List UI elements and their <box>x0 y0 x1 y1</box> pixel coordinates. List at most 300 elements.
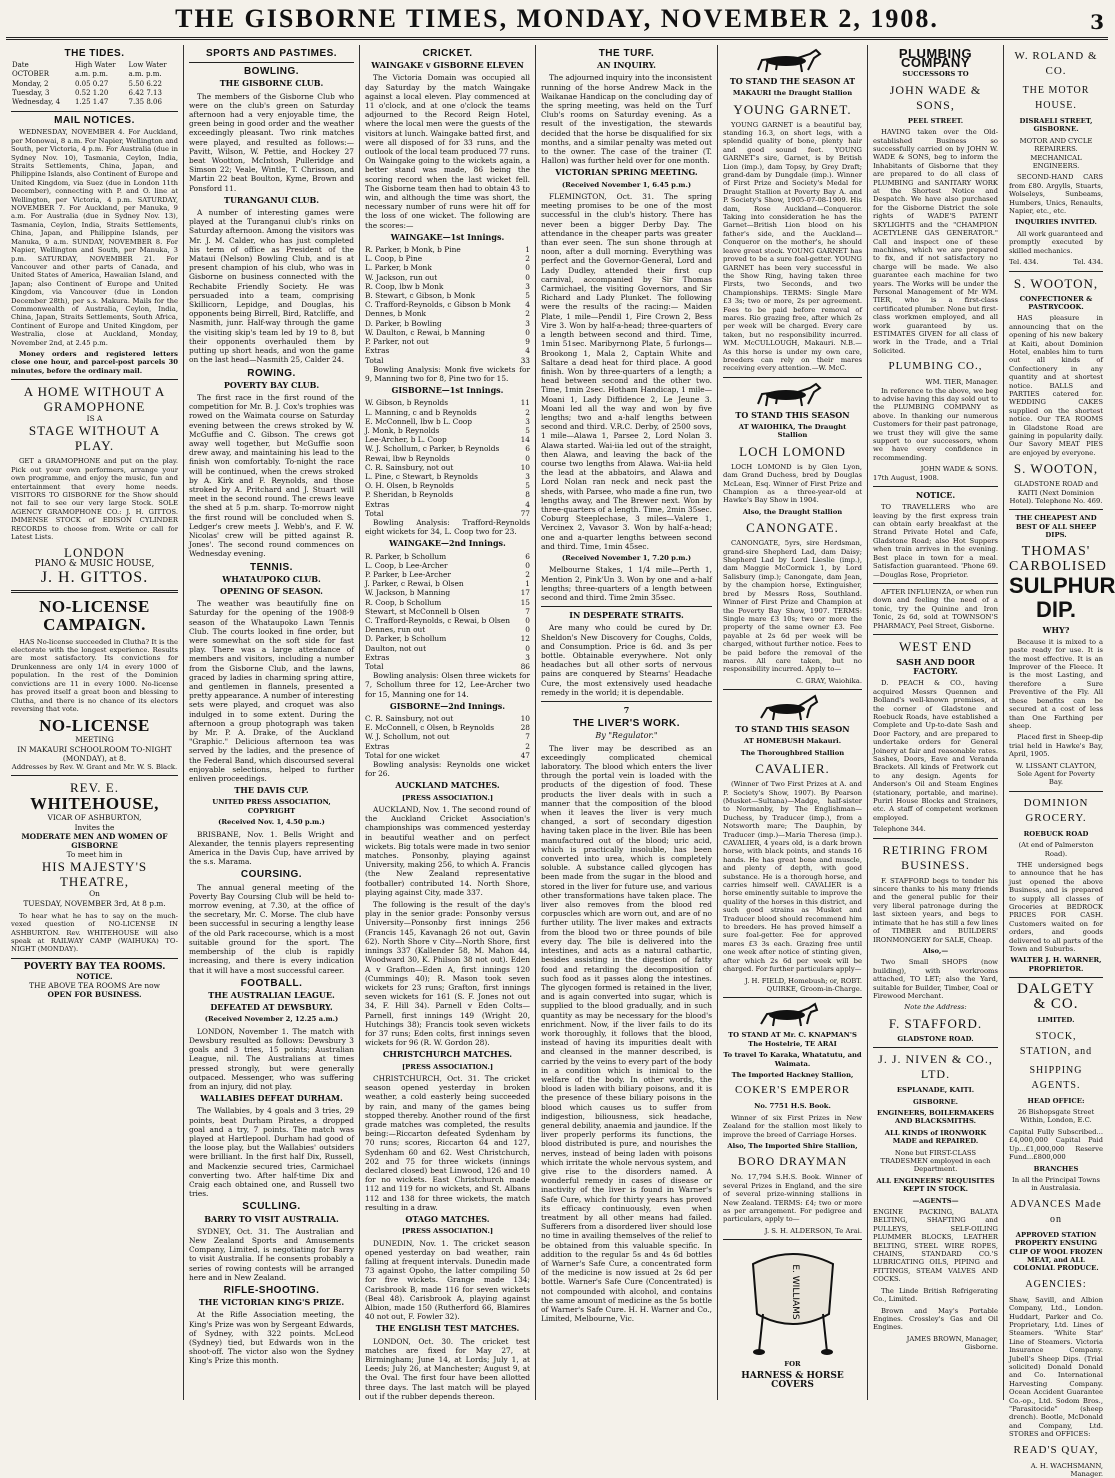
score-runs: 11 <box>520 398 530 408</box>
divider <box>189 62 354 63</box>
score-runs: 14 <box>520 435 530 445</box>
harness-head: HARNESS & HORSE COVERS <box>741 1370 844 1390</box>
ad2-place: AT WAIOHIKA, The Draught Stallion <box>738 423 847 440</box>
tide-cell: a.m. p.m. <box>128 70 162 79</box>
liver-heading: THE LIVER'S WORK. <box>573 718 680 730</box>
gram-head-1: A HOME WITHOUT A GRAMOPHONE <box>23 384 166 415</box>
plumbing-text: HAVING taken over the Old-established Business so successfully carried on by JOHN W. WADE & SONS, beg to inform the Inhabitants of Gisborne that they are prepared to do all class of PLUMBING and SANITARY WORK at the Shortest Notice and Despatch. We have also purchased for the Gisborne District the sole rights of WADE'S PATENT SKYLIGHTS and the "CHAMPION ACETYLENE GAS GENERATOR." Call and inspect one of these machines, which we are prepared to fix, and if not satisfactory no charge will be made. We also guarantee each machine for two years. The Works will be under the Personal Management of Mr WM. TIER, who is a first-class certificated plumber. None but first-class workmen employed, and all work guaranteed by us. ESTIMATES GIVEN for all class of work in the Trade, and a Trial Solicited. <box>873 128 998 355</box>
ad5-type: The Imported Hackney Stallion, <box>731 1070 854 1079</box>
influenza-text: AFTER INFLUENZA, or when run down and feeling the need of a tonic, try the Quinine and Iron Tonic, 2s 6d, sold at TOWNSON'S PHARMACY, Peel Street, Gisborne. <box>873 587 998 630</box>
inquiry: AN INQUIRY. <box>597 60 656 71</box>
ad4-type: The Thoroughbred Stallion <box>740 748 845 757</box>
score-row <box>365 454 530 463</box>
score-batsman: B. Stewart, c Gibson, b Monk <box>365 291 475 301</box>
peach-phone: Telephone 344. <box>873 825 926 834</box>
score-runs: 0 <box>525 327 530 337</box>
score-row <box>365 723 530 732</box>
score-runs: 33 <box>520 355 530 365</box>
dominion-grocery: DOMINION GROCERY. <box>1023 796 1089 824</box>
placed-text: Placed first in Sheep-dip trial held in Hawke's Bay, April, 1905. <box>1009 733 1103 759</box>
piano-head: PIANO & MUSIC HOUSE, <box>34 559 155 570</box>
score-row <box>365 570 530 579</box>
score-runs: 3 <box>525 652 530 662</box>
score-batsman: Extras <box>365 652 390 662</box>
gisborne: GISBORNE. <box>912 1097 959 1106</box>
score-row <box>365 273 530 282</box>
divider <box>11 379 178 380</box>
score-runs: 6 <box>525 444 530 454</box>
tide-cell: OCTOBER <box>12 70 50 79</box>
score-runs: 0 <box>525 643 530 653</box>
auckland-heading: AUCKLAND MATCHES. <box>395 780 500 791</box>
meeting-ad <box>11 717 178 771</box>
dip: DIP. <box>1036 596 1076 622</box>
tide-cell: 6.42 7.13 <box>128 88 162 97</box>
peel-street: PEEL STREET. <box>907 116 964 125</box>
ad5-stand: TO STAND AT Mr. C. KNAPMAN'S The Hostelrie, TE ARAI <box>728 1031 857 1048</box>
score-row <box>365 328 530 337</box>
tide-cell: 5.50 6.22 <box>128 79 162 88</box>
gis2-heading: GISBORNE—2nd Innings. <box>389 700 506 711</box>
davis-cup: THE DAVIS CUP. <box>234 785 309 796</box>
score-batsman: Daulton, not out <box>365 643 427 653</box>
score-row <box>365 552 530 561</box>
engineers: ENGINEERS, BOILERMAKERS AND BLACKSMITHS. <box>876 1108 995 1126</box>
bowl1-text: Bowling Analysis: Monk five wickets for 9, Manning two for 8, Pine two for 15. <box>365 364 530 383</box>
tide-cell: 0.52 1.20 <box>74 88 109 97</box>
inn1-heading: WAINGAKE—1st Innings. <box>390 231 505 242</box>
score-row <box>365 254 530 263</box>
score-batsman: J. Monk, b Reynolds <box>365 425 440 435</box>
rifle-heading: RIFLE-SHOOTING. <box>223 1285 320 1296</box>
score-row <box>365 561 530 570</box>
tier-manager: WM. TIER, Manager. <box>925 378 998 387</box>
travellers-text: TO TRAVELLERS who are leaving by the first express train can obtain early breakfast at the Strand Private Hotel and Cafe, Gladstone Road; also Hot Suppers when train arrives in the evening. Best place in town for a meal. Satisfaction guaranteed. 'Phone 69.—Douglas Rose, Proprietor. <box>873 503 998 579</box>
vrc-text: FLEMINGTON, Oct. 31. The spring meeting promises to be one of the most successful in the club's history. There has never been a bigger Derby Day. The attendance in the cheaper parts was greater than ever seen. The sun shone through at noon, after a dull morning. Everything was perfect and the Governor-General, Lord and Lady Dudley, attended their first cup carnival, accompanied by Sir Thomas Carmichael, the visiting Governors, and Sir Richard and Lady Plunket. The following were the results of the racing:— Maiden Plate, 1 mile—Pendil 1, Fire Crown 2, Bess Vire 3. Won by half-a-head; three-quarters of a length between second and third. Time, 1min 51sec. Maribyrnong Plate, 5 furlongs—Brookong 1, Mala 2, Captain White and Saltare a dead heat for third place. A good finish. Won by three-quarters of a length; a head between second and the other two. Time, 1min 2sec. Hotham Handicap, 1 mile—Moani 1, Lady Diffidence 2, Le Jeune 3. Moani led all the way and won by five lengths; two and a-half lengths between second and third. V.R.C. Derby, of 2500 sovs, 1 mile—Alawa 1, Parsee 2, Lord Nolan 3. Alawa started. Wai-iia led out of the straight, then Alawa, and leaving the back of the course two lengths from Alawa. Wai-iia held the lead at the abbatoirs, and Alawa and Lord Nolan ran neck and neck past the sheds, with Parsee, who made a fine run, two lengths away, and The Brewer next. Won by three-quarters of a length. Time, 2min 35sec. Coburg Steeplechase, 3 miles—Valere 1, Vercinex 2, Vavasor 3. Won by half-a-head; one and a-quarter lengths between second and third. Time, 1min 45sec. <box>541 192 712 551</box>
ad2-text: LOCH LOMOND is by Glen Lyon, dam Grand Duchess, bred by Douglas McLean, Esq. Winner of First Prize and Champion as a three-year-old at Hawke's Bay Show in 1904. <box>723 462 862 505</box>
lissant: W. LISSANT CLAYTON, Sole Agent for Poverty Bay. <box>1015 761 1097 787</box>
theatre: HIS MAJESTY'S THEATRE, <box>41 859 148 890</box>
bowl4-text: Bowling analysis: Reynolds one wicket for 26. <box>365 760 530 779</box>
vrc-heading: VICTORIAN SPRING MEETING. <box>555 167 698 178</box>
score-runs: 2 <box>525 309 530 319</box>
ad1-text: YOUNG GARNET is a beautiful bay, standing 16.3, on short legs, with a splendid quality of bone, plenty hair and good sound feet. YOUNG GARNET's sire, Garnet, is by British Lion (imp.), dam Topsy, by Grey Draft; grand-dam by Dungdale (imp.). Winner of First Prize and Society's Medal for Draught Stallion at Poverty Bay A. and P. Society's Show, 1905-07-08-1909. His dam, Rose Auckland—Conqueror. Taking into consideration he has the Garnet—British Lion blood on his father's side, and the Auckland—Conqueror on the mother's, he should leave great stock. YOUNG GARNET has proved to be a sure foal-getter. YOUNG GARNET has been very successful in the Show Ring, having taken three Firsts, two Seconds, and two Championships. TERMS: Single Mare £3 3s; two or more, 2s per agreement. Fees to be paid before removal of mares. Rio grazing free, after which 2s per week will be charged. Every care taken, but no responsibility incurred. WM. McCULLOUGH, Makauri. N.B.—As this horse is under my own care, breeders can rely on their mares receiving every attention.—W. McC. <box>723 120 862 373</box>
agents-head: —AGENTS— <box>912 1196 959 1205</box>
otago-heading: OTAGO MATCHES. <box>405 1213 490 1224</box>
score-runs: 2 <box>525 741 530 751</box>
tide-cell: a.m. p.m. <box>74 70 108 79</box>
score-row <box>365 579 530 588</box>
stafford-text: F. STAFFORD begs to tender his sincere thanks to his many friends and the general public for their very liberal patronage during the last sixteen years, and begs to intimate that he has still a few lines of TIMBER and BUILDERS' IRONMONGERY for SALE, Cheap. <box>873 876 998 944</box>
divider <box>723 689 862 690</box>
coursing-heading: COURSING. <box>240 869 303 881</box>
score-row <box>365 417 530 426</box>
score-runs: 3 <box>525 416 530 426</box>
tide-cell: Tuesday, 3 <box>12 88 50 97</box>
divider <box>11 590 178 593</box>
tel-right: Tel. 434. <box>1073 258 1103 267</box>
score-batsman: R. Parker, b Schollum <box>365 551 447 561</box>
gram-is: IS A <box>86 414 103 424</box>
tide-row <box>11 89 178 98</box>
ad4-stand: TO STAND THIS SEASON <box>735 724 850 735</box>
opening-season: OPENING OF SEASON. <box>220 585 323 596</box>
christchurch-heading: CHRISTCHURCH MATCHES. <box>382 1049 513 1060</box>
agency-text: Shaw, Savill, and Albion Company, Ltd., London. Huddart, Parker and Co. Proprietary, Ltd. Lines of Steamers. 'White Star' Line of Steamers. Victoria Insurance Company. Jubell's Sheep Dips. (Trial solicited) Donald Donald and Co. International Harvesting Company. Ocean Accident Guarantee Co.-op., Ltd. Sodom Bros., "Parasitocide" (sheep drench). Bootle, McDonald and Company, Ltd. STORES and OFFICES: <box>1009 1295 1103 1439</box>
score-runs: 4 <box>525 300 530 310</box>
invites: Invites the <box>74 822 115 832</box>
tide-cell: Monday, 2 <box>12 79 49 88</box>
score-runs: 7 <box>525 732 530 742</box>
moderate: MODERATE MEN AND WOMEN OF GISBORNE <box>21 831 168 850</box>
straits-text: Are many who could be cured by Dr. Sheldon's New Discovery for Coughs, Colds, and Consumption. Price is 6d. and 3s per bottle. Obtainable everywhere. Not only headaches but all other sorts of nervous pains are conquered by Stearns' Headache Cure, the most extensively used headache remedy in the world; it is dependable. <box>541 623 712 697</box>
gram-text: GET a GRAMOPHONE and put on the play. Pick out your own performers, arrange your own programme, and enjoy the music, fun and entertainment that every home needs. VISITORS TO GISBORNE for the Show should not fail to see our very large Stock. SOLE AGENCY GRAMOPHONE CO.: J. H. GITTOS. IMMENSE STOCK of EDISON CYLINDER RECORDS to choose from. Write or call for Latest Lists. <box>11 457 178 542</box>
rev: REV. E. <box>69 780 119 796</box>
cricket-text: The Victoria Domain was occupied all day Saturday by the match Waingake against a local eleven. Play commenced at 11 o'clock, and at one o'clock the teams adjourned to the Record Reign Hotel, where the local men were the guests of the visitors at lunch. Waingake batted first, and were all disposed of for 33 runs, and the outlook of the local team produced 77 runs. On Waingake going to the wickets again, a better stand was made, 86 being the scoring record when the last wicket fell. The Gisborne team then had to obtain 43 to win, and although the time was short, the necessary number of runs were hit off for the loss of one wicket. The following are the scores:— <box>365 73 530 230</box>
ad3-name: CANONGATE. <box>746 520 839 536</box>
test-heading: THE ENGLISH TEST MATCHES. <box>375 1323 520 1334</box>
score-row <box>365 662 530 671</box>
score-row <box>365 751 530 760</box>
dominion-text: THE undersigned begs to announce that he has just opened the above Business, and is prepared to supply all classes of Groceries at BEDROCK PRICES FOR CASH. Customers waited on for orders, and goods delivered to all parts of the Town and Suburbs. <box>1009 860 1103 954</box>
vicar: VICAR OF ASHBURTON, <box>47 813 142 823</box>
score-batsman: C. Trafford-Reynolds, c Rewai, b Olsen <box>365 615 510 625</box>
score-runs: 7 <box>525 606 530 616</box>
tearooms-ad <box>11 963 178 1000</box>
note-address: Note the Address: <box>904 1003 967 1012</box>
nolicense-text: HAS No-license succeeded in Clutha? It is the electorate with the longest experience. Results are most satisfactory. Its convictions for Drunkenness are only 1/4 in every 1000 of population. In the rest of the Dominion convictions are 11 in every 1000. No-license has proved itself a great boon and blessing to Clutha, and there is no chance of its electors reversing that vote. <box>11 637 178 713</box>
tide-cell: Wednesday, 4 <box>12 98 61 107</box>
warner: WALTER J. H. WARNER, PROPRIETOR. <box>1010 956 1102 973</box>
score-batsman: Lee-Archer, b L. Coop <box>365 435 447 445</box>
score-row <box>365 300 530 309</box>
tide-row <box>11 98 178 107</box>
score-batsman: W. Jackson, b Manning <box>365 588 451 598</box>
score-runs: 3 <box>525 471 530 481</box>
davis-received: (Received Nov. 1, 4.50 p.m.) <box>218 818 325 827</box>
approved: APPROVED STATION PROPERTY ENSUING CLIP OF WOOL FROZEN MEAT, and ALL COLONIAL PRODUCE. <box>1009 1230 1103 1273</box>
masthead <box>6 0 1108 40</box>
open-for-business: OPEN FOR BUSINESS. <box>47 990 142 1000</box>
mail-heading: MAIL NOTICES. <box>54 115 135 127</box>
ad1-place: MAKAURI the Draught Stallion <box>732 89 853 98</box>
divider <box>723 997 862 998</box>
scorecard <box>365 714 530 760</box>
sulphur: SULPHUR <box>1009 572 1115 598</box>
wootton-address: GLADSTONE ROAD and KAITI (Next Dominion Hotel). Telephone No. 469. <box>1009 480 1103 506</box>
score-row <box>365 598 530 607</box>
masthead-title: THE GISBORNE TIMES, MONDAY, NOVEMBER 2, 1908. <box>175 4 939 33</box>
carbolised: CARBOLISED <box>1009 558 1107 574</box>
column-2 <box>184 45 360 1400</box>
meet: To meet him in <box>66 850 123 860</box>
tide-table <box>11 61 178 107</box>
score-batsman: L. Coop, b Lee-Archer <box>365 560 448 570</box>
sports-heading: SPORTS AND PASTIMES. <box>205 48 338 59</box>
london-head: LONDON <box>64 545 125 561</box>
column-3 <box>360 45 536 1400</box>
score-row <box>365 714 530 723</box>
tennis-text: The weather was beautifully fine on Saturday for the opening of the 1908-9 season of the Whataupoko Lawn Tennis Club. The courts looked in fine order, but were somewhat on the soft side for fast play. There was a large attendance of members and visitors, including a number from the Gisborne Club, and the lawns, graced by ladies in charming spring attire, and gentlemen in flannels, presented a pretty appearance. A number of interesting sets were played, and croquet was also indulged in to some extent. During the afternoon a group photograph was taken by Mr. P. A. Drake, of the Auckland "Graphic." Delicious afternoon tea was served by the ladies, and the presence of the Federal Band, which discoursed several enjoyable selections, helped to further enliven proceedings. <box>189 599 354 784</box>
score-row <box>365 282 530 291</box>
test-text: LONDON, Oct. 30. The cricket test matches are fixed for May 27, at Birmingham; June 14, at Lords; July 1, at Leeds; July 26, at Manchester; August 9, at the Oval. The first four have been allotted three days. The last match will be played out if the rubber depends thereon. <box>365 1336 530 1401</box>
ad3-text: CANONGATE, 5yrs, sire Herdsman, grand-sire Shepherd Lad, dam Daisy; Shepherd Lad by Lord Lieslie (imp.), dam Maggie McCormick 1, by Lord Salisbury (imp.); Canongate, dam Jean, by the champion horse, Extinguisher, bred by Messrs Ross, Southland. Winner of First Prize and Champion at the Poverty Bay Show, 1907. TERMS: Single mare £3 10s; two or more the property of the same owner £3. Fee payable at 2s 6d per week will be charged, without further notice. Fees to be paid before the removal of the mares. All care taken, but no responsibility incurred. Apply to— <box>723 539 862 674</box>
wade-sig: JOHN WADE & SONS. <box>920 465 998 474</box>
turf-text: The adjourned inquiry into the inconsistent running of the horse Andrew Mack in the Waikanae Handicap on the concluding day of the spring meeting, was held on the Turf Club's rooms on Saturday evening. As a result of the investigation, the stewards decided that the horse be disqualified for six months, and a similar penalty was meted out to the owner. The case of the trainer (T. Hallon) was further held over for one month. <box>541 73 712 166</box>
horse-icon <box>748 48 838 74</box>
divider <box>723 377 862 378</box>
kings-prize: THE VICTORIAN KING'S PRIZE. <box>198 1297 345 1308</box>
wootton-text: HAS pleasure in announcing that on the opening of his new bakery at Kaiti, about Dominion Hotel, enables him to turn out all kinds of Confectionery in any quantity and at shortest notice. BALLS and PARTIES catered for. WEDDING CAKES supplied on the shortest notice. Our TEA ROOMS in Gladstone Road are gaining in popularity daily. Our Savory MEAT PIES are enjoyed by everyone. <box>1009 314 1103 457</box>
disraeli-street: DISRAELI STREET, GISBORNE. <box>1019 117 1093 134</box>
score-runs: 0 <box>525 272 530 282</box>
bowling-heading: BOWLING. <box>243 66 300 78</box>
turanga-club: TURANGANUI CLUB. <box>223 194 320 205</box>
column-6 <box>868 45 1004 1400</box>
bowl2-text: Bowling Analysis: Trafford-Reynolds eight wickets for 34, L. Coop two for 23. <box>365 517 530 537</box>
inquiries: INQUIRIES INVITED. <box>1015 218 1097 227</box>
meeting-addr: Addresses by Rev. W. Grant and Mr. W. S. Black. <box>11 762 178 771</box>
score-runs: 86 <box>520 662 530 671</box>
ad4-sig: J. H. FIELD, Homebush; or, ROBT. QUIRKE, Groom-in-Charge. <box>745 976 862 993</box>
page-number: 3 <box>1090 10 1104 34</box>
score-batsman: P. Parker, b Lee-Archer <box>365 569 451 579</box>
divider <box>873 583 998 584</box>
score-row <box>365 588 530 597</box>
score-runs: 17 <box>520 588 530 598</box>
successors: SUCCESSORS TO <box>902 70 969 79</box>
score-row <box>365 481 530 490</box>
dalgety: DALGETY & CO. <box>1017 981 1095 1013</box>
wachsmann: A. H. WACHSMANN, Manager. <box>1030 1461 1103 1478</box>
also-1: Also, the Draught Stallion <box>742 507 843 516</box>
score-batsman: R. Coop, lbw b Monk <box>365 281 444 291</box>
auckland-text-2: The following is the result of the day's play in the senior grade: Ponsonby versus University—Ponsonby first innings 256 (Francis 145, Kavanagh 26 not out, Gavin 62). North Shore v City—North Shore, first innings 337 (Kallender 58, M. Mahon 44, Woodward 30, K. Philson 38 not out). Eden A v Grafton—Eden A, first innings 120 (Cummings 40); R. Mason took seven wickets for 23 runs; Grafton, first innings seven wickets for 161 (S. F. Jones not out 34, F. Hill 34). Parnell v Eden Colts—Parnell, first innings 149 (Wright 20, Hutchings 38); Francis took seven wickets for 37 runs; Eden colts, first innings seven wickets for 96 (R. W. Gordon 28). <box>365 900 530 1048</box>
score-runs: 4 <box>525 499 530 509</box>
stafford-name: F. STAFFORD. <box>888 1015 983 1031</box>
score-runs: 15 <box>520 597 530 607</box>
poverty-club: POVERTY BAY CLUB. <box>223 379 320 390</box>
wallabies-text: The Wallabies, by 4 goals and 3 tries, 29 points, beat Durham Pirates, a dropped goal and a try, 7 points. The match was played at Hartlepool. Durham had good of the loose play, but the Wallabies' outsiders were brilliant. In the first half Dix, Russell, and Mackenzie secured tries, Carmichael converting two. After half-time Dix and Craig each obtained one, and Russell two tries. <box>189 1106 354 1199</box>
score-batsman: L. Pine, c Stewart, b Reynolds <box>365 471 478 481</box>
coursing-text: The annual general meeting of the Poverty Bay Coursing Club will be held to-morrow evening, at 7.30, at the office of the secretary, Mr. C. Morse. The club have been successful in securing a lengthy lease of the old Park racecourse, which is a most suitable ground for the sport. The membership of the club is rapidly increasing, and there is every indication that it will have a most successful career. <box>189 882 354 975</box>
score-row <box>365 509 530 518</box>
score-batsman: L. Manning, c and b Reynolds <box>365 407 477 417</box>
tel-left: Tel. 434. <box>1009 258 1039 267</box>
palmerston: (At end of Palmerston Road). <box>1018 841 1094 858</box>
cars-text: SECOND-HAND CARS from £80. Argylls, Stuarts, Wolseleys, Sunbeams, Humbers, Unics, Renaults, Napier, etc., etc. <box>1009 173 1103 216</box>
score-batsman: E. McConnell, lbw b L. Coop <box>365 416 472 426</box>
score-row <box>365 742 530 751</box>
score-batsman: Extras <box>365 741 390 751</box>
score-batsman: C. R. Sainsbury, not out <box>365 714 454 724</box>
score-batsman: C. R. Sainsbury, not out <box>365 462 454 472</box>
tide-col: High Water <box>74 61 116 70</box>
plumbing-co: PLUMBING CO., <box>888 360 983 373</box>
peach-text: D. PEACH & CO., having acquired Messrs Quennen and Bolland's well-known premises, at the corner of Gladstone and Roebuck Roads, have established a Complete and Up-to-date Sash and Door Factory, and are prepared to undertake orders for General Joinery at fair and reasonable rates. Sashes, Doors, Eave and Veranda Brackets. All kinds of Fretwork cut to any design. Agents for Anderson's Oil and Steam Engines (stationary, portable, and marine). Puriri House Blocks and Strainers, etc. A staff of competent workmen employed. <box>873 679 998 822</box>
vrc-text-2: Melbourne Stakes, 1 1/4 mile—Perth 1, Mention 2, Pink'Un 3. Won by one and a-half lengths; three-quarters of a length between second and third. Time 2min 35sec. <box>541 565 712 602</box>
score-batsman: R. Parker, b Monk, b Pine <box>365 245 461 255</box>
branch-text: In all the Principal Towns in Australasia. <box>1012 1175 1100 1193</box>
bishopsgate: 26 Bishopsgate Street Within, London, E.C. <box>1017 1108 1095 1125</box>
agent-list: ENGINE PACKING, BALATA BELTING, SHAFTING and PULLEYS, SELF-OILING PLUMMER BLOCKS, LEATHER BELTING, STEEL WIRE ROPES, CHAINS, STANDARD CO.'S LUBRICATING OILS, PIPING and FITTINGS, STEAM VALVES AND COCKS. <box>873 1208 998 1284</box>
score-row <box>365 337 530 346</box>
score-row <box>365 346 530 355</box>
divider <box>873 1047 998 1048</box>
repairers: MOTOR AND CYCLE REPAIRERS. MECHANICAL ENGINEERS. <box>1019 136 1093 171</box>
tide-cell: 1.25 1.47 <box>74 98 109 107</box>
score-runs: 12 <box>520 634 530 644</box>
upa-copyright: UNITED PRESS ASSOCIATION, COPYRIGHT <box>212 798 331 815</box>
score-batsman: P. Sheridan, b Reynolds <box>365 490 454 500</box>
score-row <box>365 616 530 625</box>
retiring-head: RETIRING FROM BUSINESS. <box>882 842 989 872</box>
telephone-row <box>1009 258 1103 266</box>
tide-row <box>11 70 178 79</box>
rifle-text: At the Rifle Association meeting, the King's Prize was won by Sergeant Edwards, of Sydney, with 322 points. McLeod (Sydney) tied, but Edwards won in the shoot-off. The victor also won the Sydney King's Prize this month. <box>189 1310 354 1366</box>
divider <box>873 634 998 635</box>
score-batsman: J. Parker, c Rewai, b Olsen <box>365 579 464 589</box>
notice-head: NOTICE. <box>915 490 956 501</box>
straits-heading: IN DESPERATE STRAITS. <box>569 610 684 621</box>
first-class: None but FIRST-CLASS TRADESMEN employed in each Department. <box>880 1148 991 1174</box>
scorecard <box>365 552 530 672</box>
horse-icon <box>753 694 833 722</box>
shipping-agents: SHIPPING AGENTS. <box>1029 1064 1083 1091</box>
whitehouse-ad <box>11 780 178 907</box>
davis-text: BRISBANE, Nov. 1. Bells Wright and Alexander, the tennis players representing America in the Davis Cup, have arrived by the s.s. Marama. <box>189 829 354 867</box>
wade-name: JOHN WADE & SONS, <box>889 82 982 112</box>
barry: BARRY TO VISIT AUSTRALIA. <box>204 1213 339 1224</box>
score-batsman: D. Parker, b Bowling <box>365 318 442 328</box>
gladstone-road: GLADSTONE ROAD. <box>897 1034 974 1043</box>
score-runs: 8 <box>525 490 530 500</box>
score-batsman: Total <box>365 508 384 518</box>
column-1 <box>6 45 184 1400</box>
branches: BRANCHES <box>1033 1164 1079 1173</box>
stock-station: STOCK, STATION, and <box>1019 1030 1093 1057</box>
also-label: Also,— <box>922 946 949 955</box>
liver-text: The liver may be described as an exceedingly complicated chemical laboratory. The blood which enters the liver through the portal vein is loaded with the products of the digestion of food. These products the liver deals with in such a manner that the composition of the blood when it leaves the liver is very much changed, a sort of secondary digestion having taken place in the liver. Bile has been manufactured out of the blood; uric acid, which is practically insoluble, has been converted into urea, which is completely soluble. A substance called glycogen has been made from the sugar in the blood and stored in the liver for future use, and various other transformations have taken place. The liver also removes from the blood red corpuscles which are worn out, and are of no further utility. The liver makes and extracts from the blood two or three pounds of bile every day. The bile is delivered into the intestines, and acts as a natural cathartic, besides assisting in the digestion of fatty food and retarding the decomposition of such food as it passes along the intestines. The glycogen formed is retained in the liver, and is again converted into sugar, which is supplied to the blood gradually, and in such quantity as may be necessary for the blood's enrichment. Now, if the liver fails to do its work thoroughly, it follows that the blood, instead of having its impurities dealt with and cleansed in the manner described, is carried by the veins to every part of the body in a condition which is inimical to the welfare of the body. In other words, the blood is laden with biliary poisons, and it is the presence of these biliary poisons in the blood which causes us to suffer from indigestion, biliousness, sick headache, general debility, anaemia and jaundice. If the liver properly performs its functions, the blood distributed is pure, and nourishes the nerves, instead of being laden with poisons which irritate the whole nervous system, and give rise to the disorders named. A wonderful remedy in cases of disease or inactivity of the liver is found in Warner's Safe Cure, which for thirty years has proved its efficacy continuously, even when treatment by all other means had failed. Sufferers from a disordered liver should lose no time in availing themselves of the relief to be obtained from this valuable specific. In addition to the regular 5s and 4s 6d bottles of Warner's Safe Cure, a concentrated form of the medicine is now issued at 2s 6d per bottle. Warner's Safe Cure (Concentrated) is not compounded with alcohol, and contains the same amount of medicine as the 5s bottle of Warner's Safe Cure. H. H. Warner and Co., Limited, Melbourne, Vic. <box>541 743 712 1324</box>
gis1-heading: GISBORNE—1st Innings. <box>391 385 504 396</box>
thomas: THOMAS' <box>1021 543 1091 559</box>
score-runs: 2 <box>525 254 530 264</box>
score-batsman: L. Coop, b Pine <box>365 254 423 264</box>
score-row <box>365 398 530 407</box>
wootton-name-2: S. WOOTON, <box>1013 461 1099 477</box>
ad4-text: (Winner of Two First Prizes at A. and P. Society's Show, 1907). By Pearson (Musket—Sultana)—Madge, half-sister to Normanby, by The Englishman—Duchess, by Traducer (imp.), from a Notsworth mare; The Dauphin, by Traducer (imp.)—Maria Theresa (imp.). CAVALIER, 4 years old, is a dark brown horse, with black points, and stands 16 hands. He has great bone and muscle, and plenty of depth, with good substance. He is a thorough horse, and carries himself well. CAVALIER is a horse eminently suitable to improve the quality of the horses in this district, and such good strains as Musket and Traducer blood should recommend him to breeders. He has proved himself a sure foal-getter. Fee for approved mares £3 3s each. Grazing free until one week after notice of stinting given, after which 2s 6d per week will be charged. For further particulars apply— <box>723 780 862 974</box>
score-row <box>365 408 530 417</box>
score-batsman: R. Coop, b Schollum <box>365 597 442 607</box>
sculling-heading: SCULLING. <box>242 1201 301 1213</box>
score-runs: 0 <box>525 263 530 273</box>
roebuck-road: ROEBUCK ROAD <box>1023 829 1089 838</box>
meeting-text: IN MAKAURI SCHOOLROOM TO-NIGHT (MONDAY), at 8. <box>17 744 172 763</box>
score-row <box>365 356 530 365</box>
dewsbury: DEFEATED AT DEWSBURY. <box>210 1002 333 1013</box>
motor-house: THE MOTOR HOUSE. <box>1022 85 1090 111</box>
score-row <box>365 291 530 300</box>
wootton-name: S. WOOTON, <box>1013 275 1099 291</box>
score-runs: 2 <box>525 569 530 579</box>
cheapest: THE CHEAPEST AND BEST OF ALL SHEEP DIPS. <box>1015 514 1097 540</box>
tea-text: THE ABOVE TEA ROOMS Are now <box>29 981 160 991</box>
waingake-heading: WAINGAKE v GISBORNE ELEVEN <box>371 60 524 71</box>
score-runs: 10 <box>520 462 530 472</box>
press-assoc: [PRESS ASSOCIATION.] <box>401 1227 494 1236</box>
press-assoc: [PRESS ASSOCIATION.] <box>401 1062 494 1071</box>
turf-heading: THE TURF. <box>598 48 655 59</box>
ad6-name: BORO DRAYMAN <box>737 1154 848 1169</box>
score-batsman: L. Parker, b Monk <box>365 263 432 273</box>
score-row <box>365 309 530 318</box>
auckland-text: AUCKLAND, Nov. 1. The second round of the Auckland Cricket Association's championships was commenced yesterday in beautiful weather and on perfect wickets. Big totals were made in two senior matches. Ponsonby, playing against University, making 256, to which A. Francis (the New Zealand representative footballer) contributed 14. North Shore, playing against City, made 337. <box>365 805 530 897</box>
score-batsman: Dennes, b Monk <box>365 309 427 319</box>
divider <box>1009 509 1103 510</box>
score-runs: 1 <box>525 579 530 589</box>
press-assoc: [PRESS ASSOCIATION.] <box>401 793 494 802</box>
tide-row <box>11 80 178 89</box>
divider <box>873 486 998 487</box>
vrc-received: (Received November 1, 6.45 p.m.) <box>561 180 692 189</box>
wade-date: 17th August, 1908. <box>873 473 939 482</box>
dews-received: (Received November 2, 12.25 a.m.) <box>204 1015 339 1024</box>
bowl3-text: Bowling analysis: Olsen three wickets for 7, Schollum three for 12, Lee-Archer two for 15, Manning one for 14. <box>365 671 530 699</box>
sheds-text: Two Small SHOPS (now building), with workrooms attached, TO LET; also the Yard, suitable for Builder, Timber, Coal or Firewood Merchant. <box>873 958 998 1000</box>
scorecard <box>365 398 530 518</box>
score-runs: 0 <box>525 615 530 625</box>
tide-cell: 0.05 0.27 <box>74 79 109 88</box>
score-row <box>365 444 530 453</box>
advances: ADVANCES Made on <box>1010 1198 1102 1225</box>
tides-heading: THE TIDES. <box>64 48 125 59</box>
score-runs: 2 <box>525 407 530 417</box>
score-row <box>365 263 530 272</box>
tuesday: TUESDAY, NOVEMBER 3rd, At 8 p.m. <box>23 898 166 908</box>
score-row <box>365 500 530 509</box>
score-batsman: O. H. Olsen, b Reynolds <box>365 481 454 491</box>
columns <box>6 45 1115 1478</box>
horse-icon <box>753 1002 833 1028</box>
ad2-name: LOCH LOMOND <box>739 443 846 459</box>
rowing-heading: ROWING. <box>247 367 296 379</box>
niven-name: J. J. NIVEN & CO., LTD. <box>878 1052 993 1082</box>
score-batsman: W. Jackson, run out <box>365 272 438 282</box>
whitehouse-name: WHITEHOUSE, <box>30 794 159 814</box>
divider <box>1009 977 1103 978</box>
tide-col: Low Water <box>128 61 167 70</box>
score-batsman: Total for one wicket <box>365 750 440 760</box>
james-brown: JAMES BROWN, Manager, Gisborne. <box>906 1334 998 1352</box>
score-batsman: Dennes, run out <box>365 625 426 635</box>
score-runs: 10 <box>520 714 530 724</box>
score-runs: 6 <box>525 551 530 561</box>
saddle-icon <box>733 1244 853 1356</box>
whataupoko-club: WHATAUPOKO CLUB. <box>222 573 321 584</box>
score-batsman: C. Trafford-Reynolds, c Gibson b Monk <box>365 300 511 310</box>
ad1-name: YOUNG GARNET. <box>733 101 852 117</box>
bowling-text: The members of the Gisborne Club who were on the club's green on Saturday afternoon had a very enjoyable time, the green being in good order and the weather exceedingly pleasant. Two rink matches were played, and resulted as follows:—Pavitt, Wilson, W. Pettie, and Hockey 27 beat Wootton, McIntosh, Pulleridge and Simson 22; Veale, Wintle, T. Chrisson, and Martin 22 beat Boulton, Kyme, Brown and Ponsford 11. <box>189 91 354 193</box>
sash-factory: SASH AND DOOR FACTORY. <box>896 656 975 677</box>
reference-text: In reference to the above, we beg to advise having this day sold out to the PLUMBING COMPANY as above. In thanking our numerous Customers for their past patronage, we trust they will give the same support to our successors, whom we have every confidence in recommending. <box>873 386 998 462</box>
score-batsman: W. Daulton, c Rewai, b Manning <box>365 327 485 337</box>
score-runs: 0 <box>525 453 530 463</box>
football-heading: FOOTBALL. <box>240 977 303 989</box>
score-row <box>365 319 530 328</box>
esplanade: ESPLANADE, KAITI. <box>896 1086 975 1095</box>
west-end: WEST END <box>898 638 973 654</box>
nolicense-head-2: NO-LICENSE <box>39 716 150 736</box>
